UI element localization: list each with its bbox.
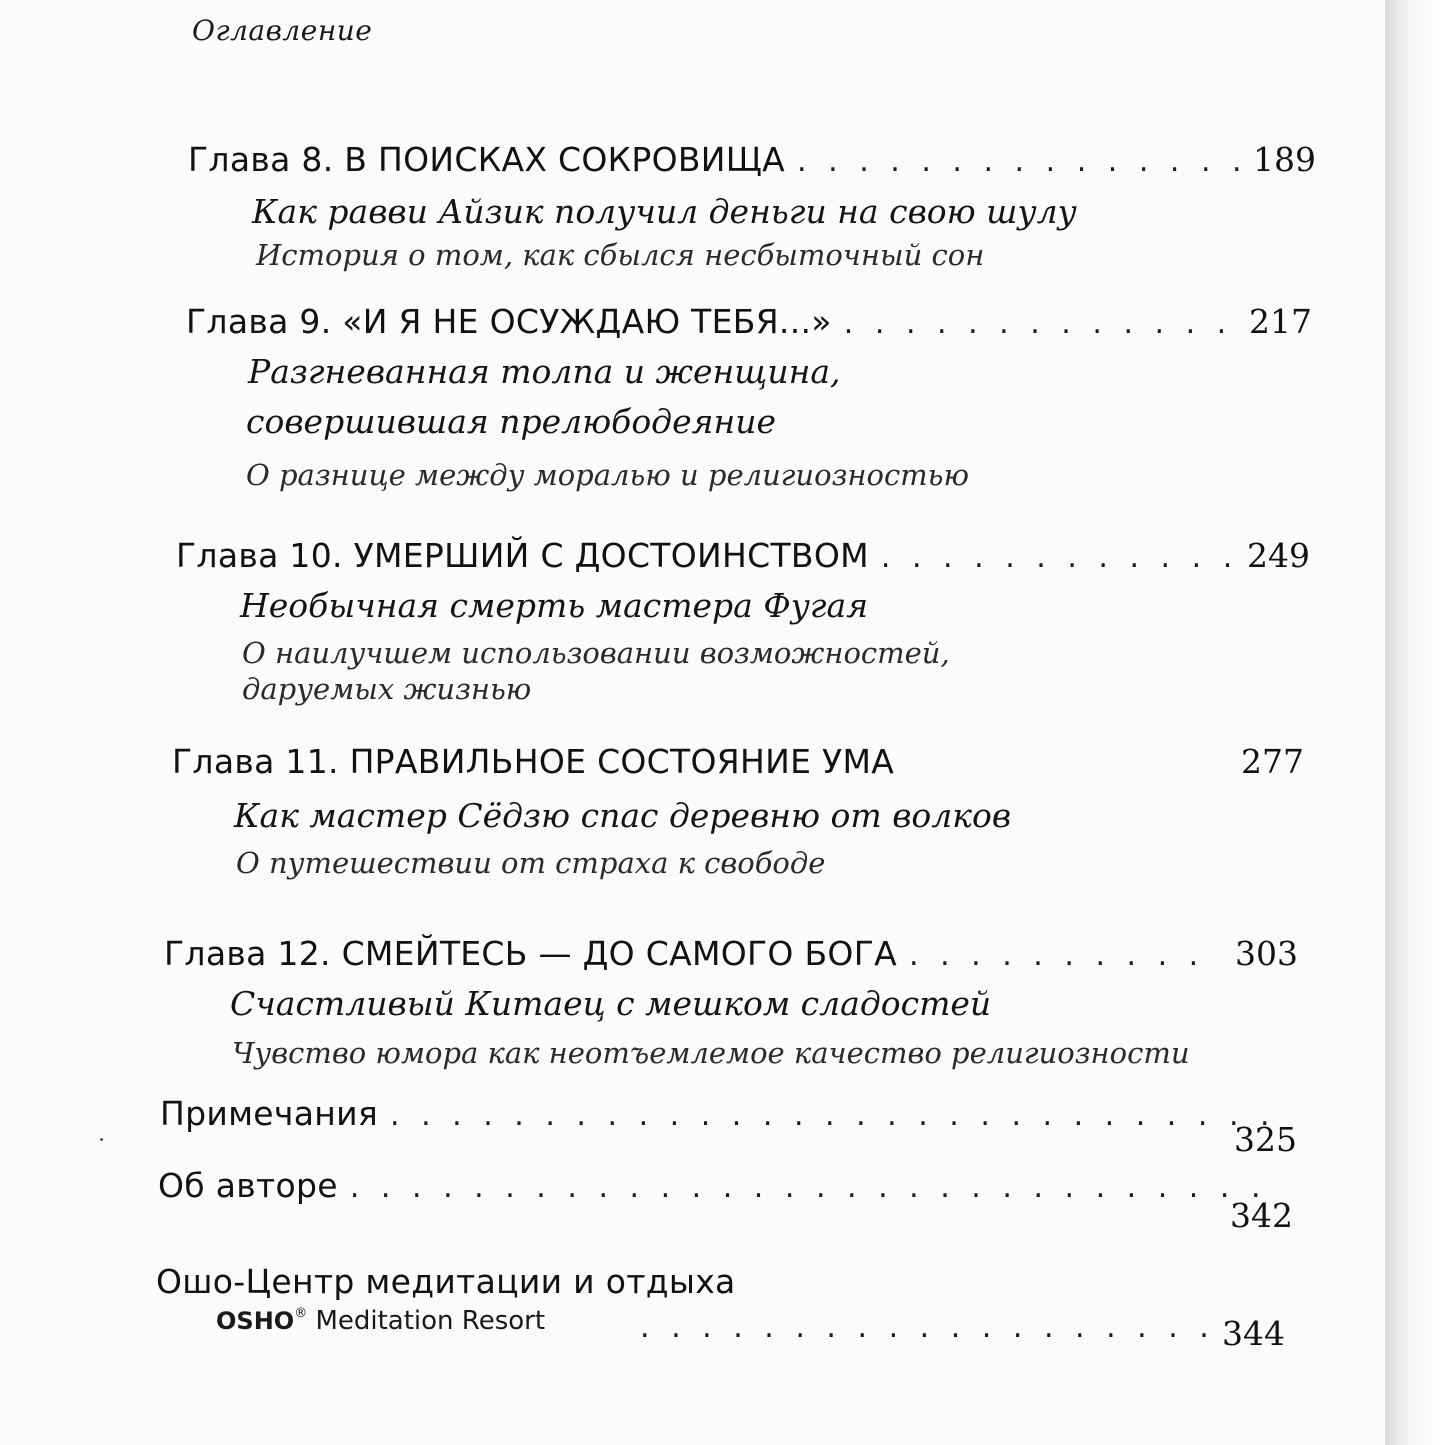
toc-entry-notes[interactable] <box>160 1094 1296 1133</box>
registered-mark: ® <box>294 1306 308 1321</box>
chapter-title: Глава 11. ПРАВИЛЬНОЕ СОСТОЯНИЕ УМА <box>172 742 895 781</box>
leader-dots <box>390 1098 1282 1133</box>
entry-title: Об авторе <box>158 1166 338 1205</box>
running-head: Оглавление <box>192 14 373 47</box>
entry-title: Ошо-Центр медитации и отдыха <box>156 1262 736 1301</box>
toc-entry-osho-center[interactable] <box>156 1262 1156 1301</box>
chapter-note: Чувство юмора как неотъемлемое качество религиозности <box>232 1036 1190 1070</box>
page-number: 277 <box>1241 742 1304 781</box>
resort-name: Meditation Resort <box>307 1306 546 1336</box>
leader-dots <box>797 144 1239 179</box>
story-title: Необычная смерть мастера Фугая <box>240 586 869 625</box>
paper-speck <box>100 1138 103 1141</box>
leader-row <box>640 1310 1220 1345</box>
chapter-note: О разнице между моралью и религиозностью <box>246 458 970 492</box>
chapter-note: О путешествии от страха к свободе <box>236 846 826 880</box>
page-number: 189 <box>1253 140 1316 179</box>
story-title: Разгневанная толпа и женщина, <box>248 352 841 391</box>
chapter-note-continued: даруемых жизнью <box>242 672 532 706</box>
page-number: 303 <box>1235 934 1298 973</box>
chapter-note: История о том, как сбылся несбыточный сон <box>256 238 985 272</box>
page-number: 342 <box>1230 1196 1293 1235</box>
leader-dots <box>881 540 1233 575</box>
chapter-title: Глава 10. УМЕРШИЙ С ДОСТОИНСТВОМ <box>176 536 869 575</box>
leader-dots <box>909 938 1221 973</box>
resort-subtitle <box>216 1306 545 1336</box>
page-number: 249 <box>1247 536 1310 575</box>
chapter-title: Глава 9. «И Я НЕ ОСУЖДАЮ ТЕБЯ...» <box>186 302 832 341</box>
page-number: 217 <box>1249 302 1312 341</box>
leader-dots <box>350 1170 1274 1205</box>
chapter-note: О наилучшем использовании возможностей, <box>242 636 950 670</box>
page-edge-shadow <box>1385 0 1445 1445</box>
toc-entry-chapter-8[interactable] <box>188 140 1316 179</box>
story-title: Как мастер Сёдзю спас деревню от волков <box>234 796 1012 835</box>
story-title-continued: совершившая прелюбодеяние <box>246 402 776 441</box>
page-number: 325 <box>1234 1120 1297 1159</box>
toc-entry-chapter-11[interactable] <box>172 742 1304 781</box>
story-title: Счастливый Китаец с мешком сладостей <box>230 984 992 1023</box>
chapter-title: Глава 12. СМЕЙТЕСЬ — ДО САМОГО БОГА <box>164 934 898 973</box>
leader-dots <box>640 1310 1220 1345</box>
toc-entry-chapter-9[interactable] <box>186 302 1312 341</box>
toc-entry-chapter-12[interactable] <box>164 934 1298 973</box>
osho-brand: OSHO <box>216 1307 295 1335</box>
entry-title: Примечания <box>160 1094 378 1133</box>
page-number: 344 <box>1222 1314 1285 1353</box>
story-title: Как равви Айзик получил деньги на свою шулу <box>252 192 1077 231</box>
leader-dots <box>844 306 1235 341</box>
toc-entry-chapter-10[interactable] <box>176 536 1310 575</box>
chapter-title: Глава 8. В ПОИСКАХ СОКРОВИЩА <box>188 140 786 179</box>
toc-entry-about-author[interactable] <box>158 1166 1288 1205</box>
